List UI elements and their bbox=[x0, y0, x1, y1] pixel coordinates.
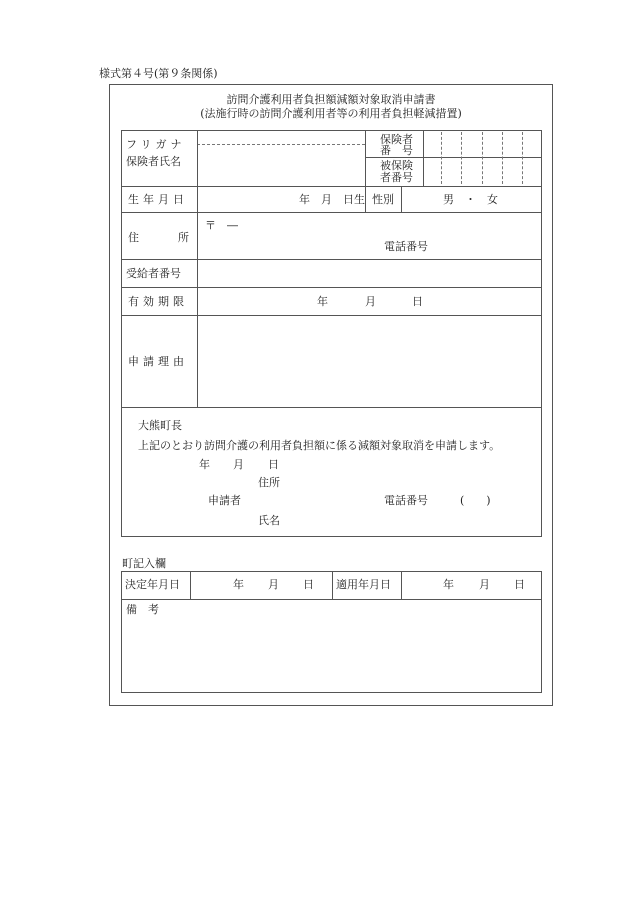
decision-year: 年 bbox=[233, 578, 244, 591]
validity-month: 月 bbox=[365, 295, 376, 308]
addressee: 大熊町長 bbox=[138, 419, 182, 432]
birthdate-label: 生年月日 bbox=[128, 193, 188, 206]
insured-number-label: 被保険 bbox=[380, 159, 413, 172]
date-year: 年 bbox=[199, 458, 210, 471]
form-title: 訪問介護利用者負担額減額対象取消申請書 bbox=[226, 93, 436, 106]
gender-options: 男 ・ 女 bbox=[443, 193, 498, 206]
phone-parens: ( ) bbox=[460, 494, 491, 507]
applicant-address-label: 住所 bbox=[258, 476, 280, 489]
postal-mark: 〒 ― bbox=[205, 219, 238, 232]
furigana-label: フリガナ bbox=[126, 138, 186, 151]
validity-year: 年 bbox=[317, 295, 328, 308]
birthdate-units: 年 月 日生 bbox=[299, 193, 365, 206]
recipient-number-label: 受給者番号 bbox=[126, 267, 181, 280]
decision-month: 月 bbox=[268, 578, 279, 591]
insurer-number-label-2: 番 号 bbox=[380, 144, 413, 157]
decision-day: 日 bbox=[303, 578, 314, 591]
address-label-2: 所 bbox=[178, 231, 189, 244]
applied-day: 日 bbox=[514, 578, 525, 591]
date-month: 月 bbox=[233, 458, 244, 471]
insured-number-label-2: 者番号 bbox=[380, 171, 413, 184]
insured-name-label: 保険者氏名 bbox=[126, 155, 181, 168]
office-section-heading: 町記入欄 bbox=[122, 557, 166, 570]
applicant-label: 申請者 bbox=[208, 494, 241, 507]
gender-label: 性別 bbox=[372, 193, 394, 206]
phone-label: 電話番号 bbox=[384, 240, 428, 253]
declaration-statement: 上記のとおり訪問介護の利用者負担額に係る減額対象取消を申請します。 bbox=[138, 439, 501, 452]
reason-label: 申請理由 bbox=[128, 355, 188, 368]
address-label: 住 bbox=[128, 231, 139, 244]
applicant-phone-label: 電話番号 bbox=[384, 494, 428, 507]
applied-date-label: 適用年月日 bbox=[336, 578, 391, 591]
furigana-divider bbox=[197, 144, 365, 145]
validity-day: 日 bbox=[412, 295, 423, 308]
applicant-name-label: 氏名 bbox=[258, 514, 280, 527]
applied-year: 年 bbox=[443, 578, 454, 591]
applied-month: 月 bbox=[479, 578, 490, 591]
insurer-number-label: 保険者 bbox=[380, 133, 413, 146]
form-number: 様式第４号(第９条関係) bbox=[99, 67, 218, 80]
decision-date-label: 決定年月日 bbox=[125, 578, 180, 591]
validity-label: 有効期限 bbox=[128, 295, 188, 308]
date-day: 日 bbox=[268, 458, 279, 471]
form-subtitle: (法施行時の訪問介護利用者等の利用者負担軽減措置) bbox=[200, 107, 462, 120]
declaration-box bbox=[121, 408, 542, 537]
remarks-label: 備 考 bbox=[126, 603, 159, 616]
